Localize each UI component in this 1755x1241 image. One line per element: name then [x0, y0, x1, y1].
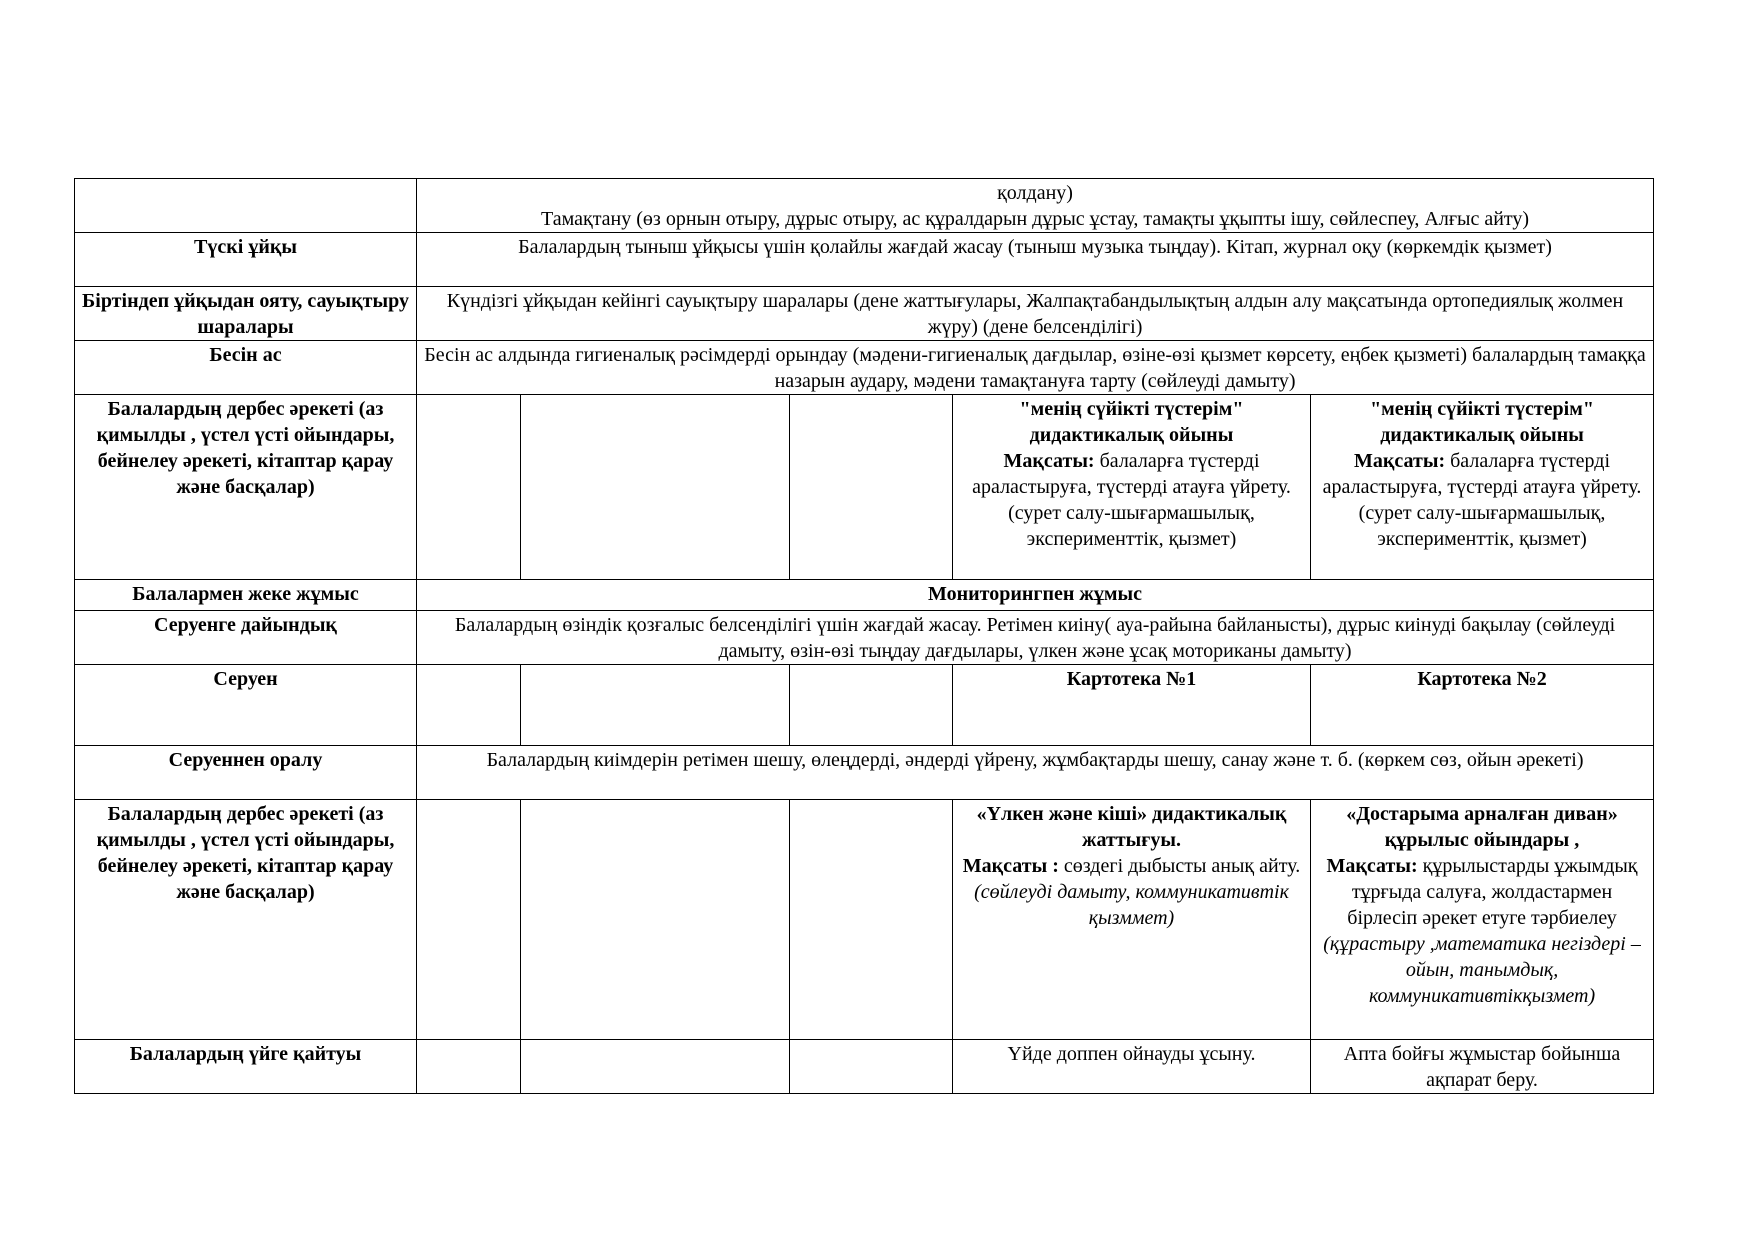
empty-cell — [521, 800, 790, 1040]
row-label-independent-activity-1: Балалардың дербес әрекеті (аз қимылды , үстел үсті ойындары, бейнелеу әрекеті, кітаптар қарау және басқалар) — [75, 395, 417, 580]
activity-title: "менің сүйікті түстерім" дидактикалық ойыны — [1370, 398, 1594, 446]
goal-text: балаларға түстерді араластыруға, түстерді атауға үйрету. — [1322, 450, 1642, 498]
empty-cell — [790, 665, 953, 746]
activity-2-col4 — [953, 800, 1311, 1040]
row-content-waking: Күндізгі ұйқыдан кейінгі сауықтыру шаралары (дене жаттығулары, Жалпақтабандылықтың алдын алу мақсатында ортопедиялық жолмен жүру) (дене белсенділігі) — [417, 287, 1654, 341]
activity-1-col4 — [953, 395, 1311, 580]
row-content-nap: Балалардың тыныш ұйқысы үшін қолайлы жағдай жасау (тыныш музыка тыңдау). Кітап, журнал оқу (көркемдік қызмет) — [417, 233, 1654, 287]
going-home-col5: Апта бойғы жұмыстар бойынша ақпарат беру. — [1311, 1040, 1654, 1094]
activity-title: «Достарыма арналған диван» құрылыс ойындары , — [1346, 803, 1618, 851]
row-label-meals — [75, 179, 417, 233]
row-afternoon-snack — [75, 341, 1654, 395]
empty-cell — [417, 665, 521, 746]
row-waking — [75, 287, 1654, 341]
activity-title: "менің сүйікті түстерім" дидактикалық ойыны — [1019, 398, 1244, 446]
empty-cell — [417, 395, 521, 580]
empty-cell — [521, 395, 790, 580]
row-walk-prep — [75, 611, 1654, 665]
empty-cell — [790, 800, 953, 1040]
row-label-return-from-walk: Серуеннен оралу — [75, 746, 417, 800]
empty-cell — [790, 1040, 953, 1094]
empty-cell — [521, 665, 790, 746]
row-label-nap: Түскі ұйқы — [75, 233, 417, 287]
row-label-going-home: Балалардың үйге қайтуы — [75, 1040, 417, 1094]
empty-cell — [521, 1040, 790, 1094]
goal-label: Мақсаты: — [1354, 450, 1446, 472]
row-label-walk-prep: Серуенге дайындық — [75, 611, 417, 665]
goal-label: Мақсаты: — [1003, 450, 1095, 472]
going-home-col4: Үйде доппен ойнауды ұсыну. — [953, 1040, 1311, 1094]
row-walk — [75, 665, 1654, 746]
row-return-from-walk — [75, 746, 1654, 800]
goal-text: құрылыстарды ұжымдық тұрғыда салуға, жолдастармен бірлесіп әрекет етуге тәрбиелеу — [1347, 855, 1638, 929]
activity-1-col5 — [1311, 395, 1654, 580]
row-label-afternoon-snack: Бесін ас — [75, 341, 417, 395]
row-independent-activity-1 — [75, 395, 1654, 580]
row-nap — [75, 233, 1654, 287]
row-content-walk-prep: Балалардың өзіндік қозғалыс белсенділігі үшін жағдай жасау. Ретімен киіну( ауа-райына байланысты), дұрыс киінуді бақылау (сөйлеуді дамыту, өзін-өзі тыңдау дағдылары, үлкен және ұсақ моториканы дамыту) — [417, 611, 1654, 665]
row-label-waking: Біртіндеп ұйқыдан ояту, сауықтыру шаралары — [75, 287, 417, 341]
activity-title: «Үлкен және кіші» дидактикалық жаттығуы. — [976, 803, 1287, 851]
empty-cell — [417, 800, 521, 1040]
goal-text: сөздегі дыбысты анық айту. — [1058, 855, 1301, 877]
row-content-individual-work: Мониторингпен жұмыс — [417, 580, 1654, 611]
goal-label: Мақсаты : — [962, 855, 1059, 877]
activity-note: (сурет салу-шығармашылық, эксперименттік, қызмет) — [1358, 502, 1606, 550]
activity-note: (сөйлеуді дамыту, коммуникативтік қызммет) — [974, 881, 1289, 929]
row-content-meals — [417, 179, 1654, 233]
row-meals — [75, 179, 1654, 233]
row-going-home — [75, 1040, 1654, 1094]
empty-cell — [417, 1040, 521, 1094]
row-label-independent-activity-2: Балалардың дербес әрекеті (аз қимылды , үстел үсті ойындары, бейнелеу әрекеті, кітаптар қарау және басқалар) — [75, 800, 417, 1040]
meals-text-line1: қолдану) — [997, 182, 1073, 204]
row-individual-work — [75, 580, 1654, 611]
activity-note: (сурет салу-шығармашылық, эксперименттік, қызмет) — [1008, 502, 1255, 550]
row-content-afternoon-snack: Бесін ас алдында гигиеналық рәсімдерді орындау (мәдени-гигиеналық дағдылар, өзіне-өзі қызмет көрсету, еңбек қызметі) балалардың тамаққа назарын аудару, мәдени тамақтануға тарту (сөйлеуді дамыту) — [417, 341, 1654, 395]
row-label-individual-work: Балалармен жеке жұмыс — [75, 580, 417, 611]
goal-text: балаларға түстерді араластыруға, түстерді атауға үйрету. — [972, 450, 1291, 498]
row-label-walk: Серуен — [75, 665, 417, 746]
goal-label: Мақсаты: — [1326, 855, 1418, 877]
row-independent-activity-2 — [75, 800, 1654, 1040]
empty-cell — [790, 395, 953, 580]
activity-2-col5 — [1311, 800, 1654, 1040]
row-content-return-from-walk: Балалардың киімдерін ретімен шешу, өлеңдерді, әндерді үйрену, жұмбақтарды шешу, санау және т. б. (көркем сөз, ойын әрекеті) — [417, 746, 1654, 800]
walk-card-1: Картотека №1 — [953, 665, 1311, 746]
walk-card-2: Картотека №2 — [1311, 665, 1654, 746]
daily-schedule-table — [74, 178, 1654, 1094]
activity-note: (құрастыру ,математика негіздері – ойын, танымдық, коммуникативтікқызмет) — [1323, 933, 1641, 1007]
meals-text-line2: Тамақтану (өз орнын отыру, дұрыс отыру, ас құралдарын дұрыс ұстау, тамақты ұқыпты ішу, сөйлеспеу, Алғыс айту) — [540, 208, 1530, 230]
